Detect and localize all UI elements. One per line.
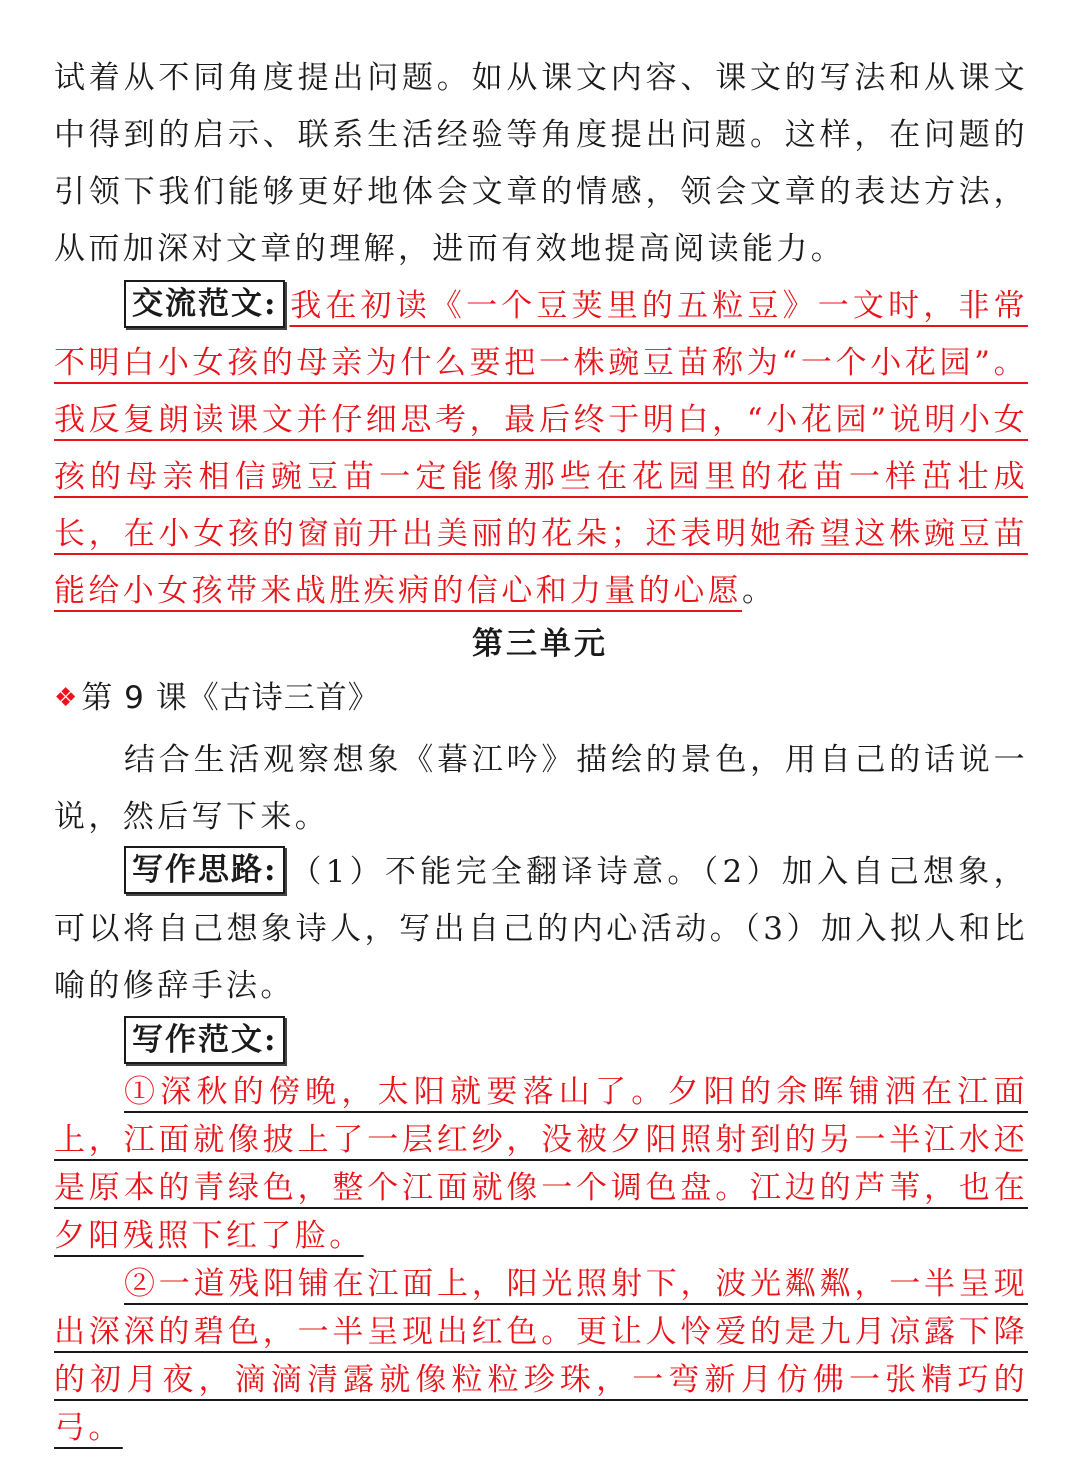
writing-idea-paragraph <box>54 844 1028 1015</box>
exchange-sample-end: 。 <box>742 573 777 609</box>
writing-sample-paragraph-2 <box>54 1260 1028 1452</box>
writing-sample-text-1: ①深秋的傍晚，太阳就要落山了。夕阳的余晖铺洒在江面上，江面就像披上了一层红纱，没被夕阳照射到的另一半江水还是原本的青绿色，整个江面就像一个调色盘。江边的芦苇，也在夕阳残照下红了脸。 <box>54 1074 1028 1254</box>
writing-sample-text-2: ②一道残阳铺在江面上，阳光照射下，波光粼粼，一半呈现出深深的碧色，一半呈现出红色。更让人怜爱的是九月凉露下降的初月夜，滴滴清露就像粒粒珍珠，一弯新月仿佛一张精巧的弓。 <box>54 1266 1028 1446</box>
exchange-sample-text: 我在初读《一个豆荚里的五粒豆》一文时，非常不明白小女孩的母亲为什么要把一株豌豆苗称为“一个小花园”。我反复朗读课文并仔细思考，最后终于明白，“小花园”说明小女孩的母亲相信豌豆苗一定能像那些在花园里的花苗一样茁壮成长，在小女孩的窗前开出美丽的花朵；还表明她希望这株豌豆苗能给小女孩带来战胜疾病的信心和力量的心愿 <box>54 288 1028 609</box>
unit-title: 第三单元 <box>472 626 608 662</box>
lesson-title: 第 9 课《古诗三首》 <box>81 680 380 716</box>
writing-sample-paragraph-1 <box>54 1068 1028 1260</box>
intro-paragraph: 试着从不同角度提出问题。如从课文内容、课文的写法和从课文中得到的启示、联系生活经验等角度提出问题。这样，在问题的引领下我们能够更好地体会文章的情感，领会文章的表达方法，从而加深对文章的理解，进而有效地提高阅读能力。 <box>54 60 1028 267</box>
lesson-heading <box>54 676 380 720</box>
writing-idea-label: 写作思路: <box>124 846 285 894</box>
exchange-sample-label: 交流范文: <box>124 280 285 328</box>
exchange-sample-paragraph <box>54 278 1028 620</box>
writing-sample-label: 写作范文: <box>124 1016 285 1064</box>
writing-sample-heading <box>124 1016 289 1064</box>
diamond-cluster-icon: ❖ <box>54 683 78 713</box>
writing-idea-text: （1）不能完全翻译诗意。（2）加入自己想象，可以将自己想象诗人，写出自己的内心活动。（3）加入拟人和比喻的修辞手法。 <box>54 854 1028 1004</box>
task-paragraph: 结合生活观察想象《暮江吟》描绘的景色，用自己的话说一说，然后写下来。 <box>54 742 1028 835</box>
